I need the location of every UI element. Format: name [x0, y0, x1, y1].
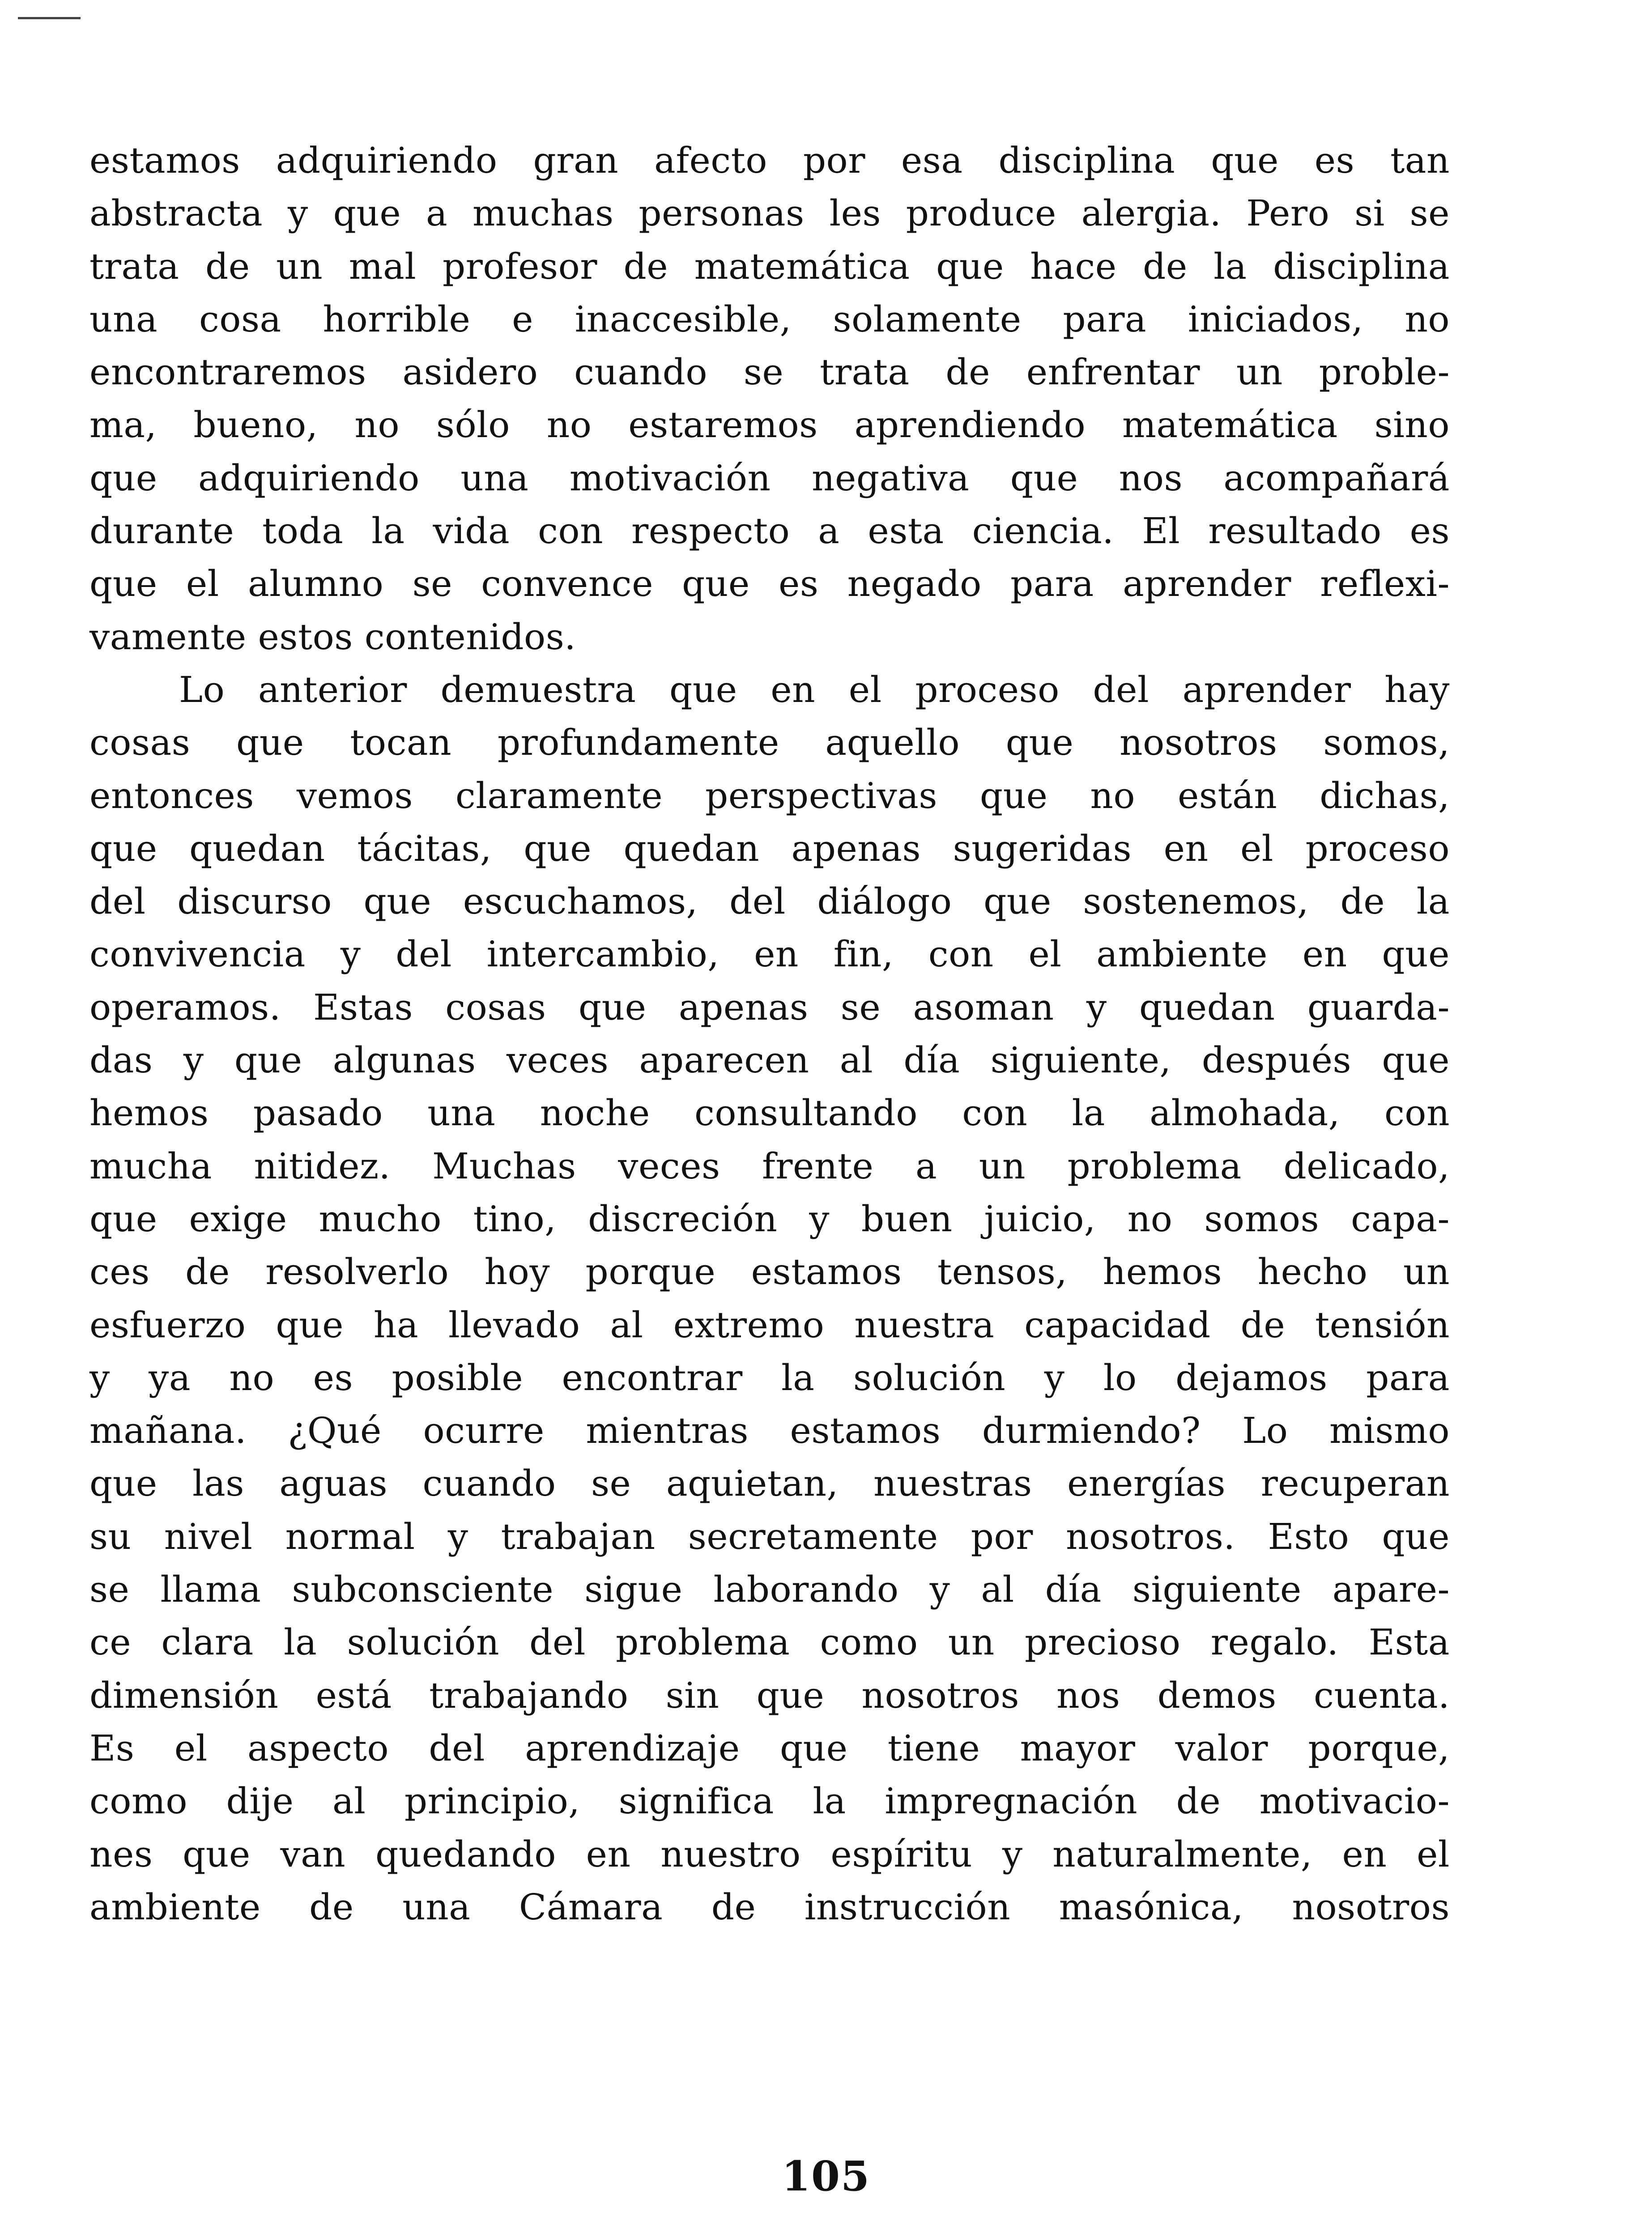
text-line: ces de resolverlo hoy porque estamos tensos, hemos hecho un	[89, 1251, 1450, 1293]
text-line: encontraremos asidero cuando se trata de enfrentar un proble-	[89, 351, 1450, 393]
paragraph-end-line: vamente estos contenidos.	[89, 616, 576, 658]
text-line: convivencia y del intercambio, en fin, con el ambiente en que	[89, 933, 1450, 975]
text-line: trata de un mal profesor de matemática que hace de la disciplina	[89, 245, 1450, 287]
text-line: del discurso que escuchamos, del diálogo que sostenemos, de la	[89, 880, 1450, 923]
text-line: ambiente de una Cámara de instrucción masónica, nosotros	[89, 1886, 1450, 1928]
text-line: hemos pasado una noche consultando con la almohada, con	[89, 1092, 1450, 1134]
text-line: abstracta y que a muchas personas les produce alergia. Pero si se	[89, 192, 1450, 234]
body-text	[89, 134, 1450, 1934]
text-line: estamos adquiriendo gran afecto por esa disciplina que es tan	[89, 140, 1450, 181]
text-line: su nivel normal y trabajan secretamente por nosotros. Esto que	[89, 1515, 1450, 1557]
text-line: ce clara la solución del problema como un precioso regalo. Esta	[89, 1621, 1450, 1663]
text-line: mucha nitidez. Muchas veces frente a un problema delicado,	[89, 1145, 1450, 1187]
text-line: operamos. Estas cosas que apenas se asoman y quedan guarda-	[89, 986, 1450, 1028]
text-line: Es el aspecto del aprendizaje que tiene mayor valor porque,	[89, 1727, 1450, 1769]
text-line: mañana. ¿Qué ocurre mientras estamos durmiendo? Lo mismo	[89, 1410, 1450, 1452]
text-line: das y que algunas veces aparecen al día siguiente, después que	[89, 1039, 1450, 1081]
text-line: ma, bueno, no sólo no estaremos aprendiendo matemática sino	[89, 404, 1450, 446]
text-line: una cosa horrible e inaccesible, solamente para iniciados, no	[89, 298, 1450, 340]
text-line: y ya no es posible encontrar la solución y lo dejamos para	[89, 1357, 1450, 1399]
page-number: 105	[781, 2152, 871, 2200]
text-line: se llama subconsciente sigue laborando y al día siguiente apare-	[89, 1569, 1450, 1611]
text-line: durante toda la vida con respecto a esta ciencia. El resultado es	[89, 510, 1450, 552]
text-line: entonces vemos claramente perspectivas que no están dichas,	[89, 774, 1450, 817]
paragraph-start-line: Lo anterior demuestra que en el proceso del aprender hay	[179, 668, 1450, 710]
text-line: esfuerzo que ha llevado al extremo nuestra capacidad de tensión	[89, 1304, 1450, 1346]
text-line: que el alumno se convence que es negado para aprender reflexi-	[89, 563, 1450, 605]
text-line: como dije al principio, significa la impregnación de motivacio-	[89, 1780, 1450, 1822]
scan-edge-mark	[18, 17, 81, 19]
text-line: que las aguas cuando se aquietan, nuestras energías recuperan	[89, 1463, 1450, 1505]
text-line: nes que van quedando en nuestro espíritu y naturalmente, en el	[89, 1833, 1450, 1875]
text-line: dimensión está trabajando sin que nosotros nos demos cuenta.	[89, 1674, 1450, 1716]
text-line: que quedan tácitas, que quedan apenas sugeridas en el proceso	[89, 827, 1450, 869]
text-line: cosas que tocan profundamente aquello que nosotros somos,	[89, 722, 1450, 764]
text-line: que exige mucho tino, discreción y buen juicio, no somos capa-	[89, 1198, 1450, 1240]
text-line: que adquiriendo una motivación negativa que nos acompañará	[89, 457, 1450, 499]
